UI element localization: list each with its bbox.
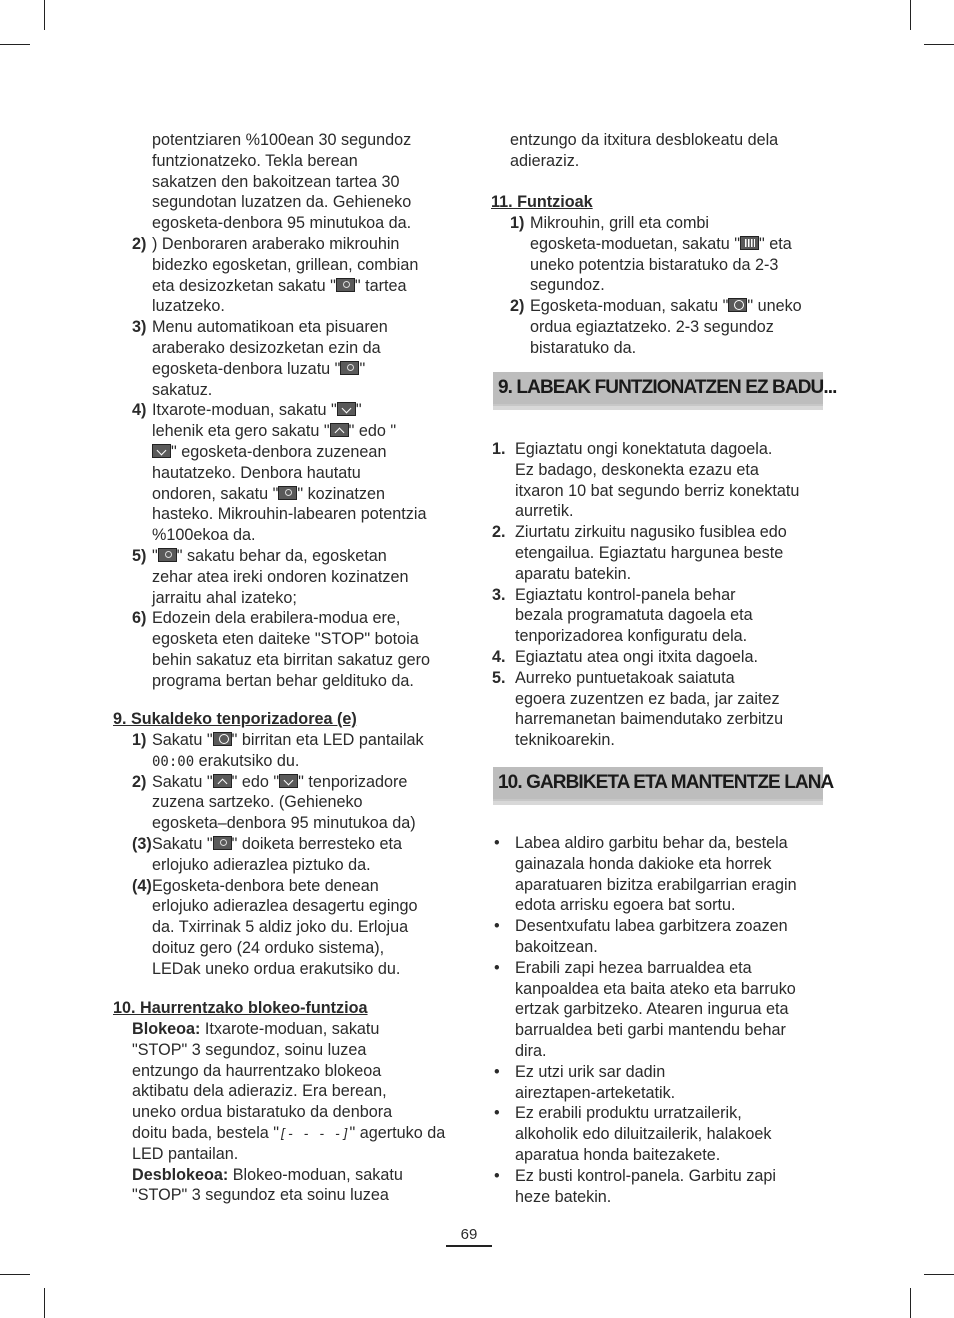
function-step-number: 2) — [510, 297, 525, 316]
step-line: %100ekoa da. — [152, 526, 256, 545]
function-step-number: 1) — [510, 214, 525, 232]
step-number: 3) — [132, 318, 147, 337]
banner-rule — [493, 406, 823, 410]
clock-button-icon — [728, 298, 747, 312]
timer-step-line: erlojuko adierazlea desagertu egingo — [152, 897, 418, 916]
step-line: Itxarote-moduan, sakatu " " — [152, 401, 362, 420]
child-lock-line: Blokeoa: Itxarote-moduan, sakatu — [132, 1020, 380, 1038]
timer-step-line: erlojuko adierazlea piztuko da. — [152, 855, 371, 874]
power-button-icon — [740, 236, 759, 250]
step-number: 4) — [132, 401, 147, 420]
child-lock-line: LED pantailan. — [132, 1144, 239, 1163]
cleaning-line: aireztapen-arteketatik. — [515, 1083, 676, 1102]
bullet-icon: • — [494, 1166, 500, 1185]
trouble-step-line: itxaron 10 bat segundo berriz konektatu — [515, 481, 800, 500]
page-number-rule — [446, 1245, 492, 1247]
step-line: Menu automatikoan eta pisuaren — [152, 318, 388, 337]
child-lock-line: Desblokeoa: Blokeo-moduan, sakatu — [132, 1165, 403, 1184]
timer-step-line: da. Txirrinak 5 aldiz joko du. Erlojua — [152, 918, 409, 937]
step-number: 5) — [132, 547, 147, 565]
step-line: hasteko. Mikrouhin-labearen potentzia — [152, 505, 427, 524]
start-button-icon — [158, 548, 177, 562]
trouble-step-line: Egiaztatu kontrol-panela behar — [515, 585, 736, 604]
banner-rule — [493, 801, 823, 805]
section-title: 9. LABEAK FUNTZIONATZEN EZ BADU... — [498, 377, 837, 398]
start-button-icon — [336, 278, 355, 292]
cleaning-line: Desentxufatu labea garbitzera zoazen — [515, 917, 788, 936]
crop-mark — [924, 44, 954, 45]
section-heading-functions: 11. Funtzioak — [491, 193, 593, 211]
function-step-line: uneko potentzia bistaratuko da 2-3 — [530, 255, 779, 274]
crop-mark — [44, 0, 45, 30]
down-button-icon — [152, 444, 171, 458]
intro-line: sakatzen den bakoitzean tartea 30 — [152, 172, 400, 191]
trouble-step-line: aparatu batekin. — [515, 564, 632, 583]
crop-mark — [0, 1274, 30, 1275]
cleaning-line: aparatuaren bizitza erabilgarrian eragin — [515, 875, 797, 894]
down-button-icon — [337, 402, 356, 416]
up-button-icon — [330, 423, 349, 437]
function-step-line: egosketa-moduetan, sakatu " " eta — [530, 234, 792, 253]
function-step-line: bistaratuko da. — [530, 338, 637, 357]
timer-step-number: (4) — [132, 876, 152, 895]
bold-label: Blokeoa: — [132, 1020, 201, 1038]
step-line: egosketa eten daiteke "STOP" botoia — [152, 630, 419, 649]
cleaning-line: bakoitzean. — [515, 938, 598, 956]
timer-step-line: Sakatu " " birritan eta LED pantailak — [152, 731, 424, 749]
step-line: " egosketa-denbora zuzenean — [152, 442, 386, 463]
trouble-step-number: 4. — [492, 648, 506, 666]
cleaning-line: Ez erabili produktu urratzailerik, — [515, 1104, 742, 1123]
lcd-dashes-text: [- - - -] — [279, 1127, 350, 1142]
child-lock-line: "STOP" 3 segundoz, soinu luzea — [132, 1040, 367, 1059]
bullet-icon: • — [494, 1104, 500, 1123]
function-step-line: segundoz. — [530, 276, 605, 295]
crop-mark — [910, 0, 911, 30]
trouble-step-line: bezala programatuta dagoela eta — [515, 606, 753, 625]
step-line: bidezko egosketan, grillean, combian — [152, 255, 419, 274]
step-line: zehar atea ireki ondoren kozinatzen — [152, 567, 409, 586]
timer-step-number: 1) — [132, 731, 147, 749]
cleaning-line: Ez busti kontrol-panela. Garbitu zapi — [515, 1166, 776, 1185]
trouble-step-number: 5. — [492, 668, 506, 687]
step-line: sakatuz. — [152, 380, 213, 399]
section-heading-timer: 9. Sukaldeko tenporizadorea (e) — [113, 710, 357, 728]
start-button-icon — [278, 486, 297, 500]
step-number: 2) — [132, 235, 147, 253]
trouble-step-line: egoera zuzentzen ez bada, jar zaitez — [515, 689, 780, 708]
timer-step-number: (3) — [132, 835, 152, 853]
trouble-step-line: Ez badago, deskonekta ezazu eta — [515, 460, 759, 479]
section-banner-troubleshooting — [493, 372, 837, 410]
step-line: hautatzeko. Denbora hautatu — [152, 463, 361, 482]
section-banner-cleaning — [493, 767, 834, 805]
cleaning-line: kanpoaldea eta baita ateko eta barruko — [515, 979, 796, 998]
child-lock-line: aktibatu dela adieraziz. Era berean, — [132, 1082, 387, 1101]
timer-step-line: doituz gero (24 orduko sistema), — [152, 939, 385, 957]
trouble-step-number: 3. — [492, 585, 506, 604]
intro-line: egosketa-denbora 95 minutukoa da. — [152, 214, 412, 233]
timer-step-line: Sakatu " " edo " " tenporizadore — [152, 772, 408, 791]
child-lock-line: uneko ordua bistaratuko da denbora — [132, 1103, 393, 1122]
cleaning-line: heze batekin. — [515, 1187, 612, 1206]
timer-step-line: LEDak uneko ordua erakutsiko du. — [152, 959, 401, 978]
trouble-step-line: Egiaztatu atea ongi itxita dagoela. — [515, 648, 758, 666]
step-line: Edozein dela erabilera-modua ere, — [152, 609, 401, 628]
trouble-step-line: teknikoarekin. — [515, 731, 615, 750]
step-line: behin sakatuz eta birritan sakatuz gero — [152, 651, 431, 669]
clock-button-icon — [213, 732, 232, 746]
start-button-icon — [340, 361, 359, 375]
trouble-step-line: aurretik. — [515, 502, 574, 521]
cleaning-line: Ez utzi urik sar dadin — [515, 1062, 666, 1081]
lcd-display-text: 00:00 — [152, 753, 195, 770]
child-lock-line: "STOP" 3 segundoz eta soinu luzea — [132, 1186, 389, 1205]
intro-line: funtzionatzeko. Tekla berean — [152, 151, 358, 170]
bullet-icon: • — [494, 917, 500, 936]
cleaning-line: barrualdea beti garbi mantendu behar — [515, 1021, 786, 1040]
trouble-step-line: harremanetan baimendutako zerbitzu — [515, 710, 784, 729]
trouble-step-line: Ziurtatu zirkuitu nagusiko fusiblea edo — [515, 523, 787, 542]
intro-line: potentziaren %100ean 30 segundoz — [152, 131, 412, 149]
crop-mark — [910, 1288, 911, 1318]
bullet-icon: • — [494, 834, 500, 852]
step-line: araberako desizozketan ezin da — [152, 339, 381, 357]
timer-step-line: zuzena sartzeko. (Gehieneko — [152, 793, 363, 812]
trouble-step-line: Egiaztatu ongi konektatuta dagoela. — [515, 440, 773, 458]
trouble-step-line: Aurreko puntuetakoak saiatuta — [515, 668, 735, 687]
cleaning-line: ertzak garbitzeko. Atearen ingurua eta — [515, 1000, 789, 1019]
timer-step-line: 00:00 erakutsiko du. — [152, 751, 300, 770]
crop-mark — [924, 1274, 954, 1275]
step-line: " " sakatu behar da, egosketan — [152, 547, 387, 565]
cleaning-line: alkoholik edo diluitzailerik, halakoek — [515, 1125, 772, 1144]
bold-label: Desblokeoa: — [132, 1165, 229, 1184]
crop-mark — [0, 44, 30, 45]
trouble-step-line: etengailua. Egiaztatu hargunea beste — [515, 544, 784, 562]
timer-step-line: Egosketa-denbora bete denean — [152, 876, 379, 895]
cleaning-line: edota arrisku egoera bat sortu. — [515, 896, 736, 915]
function-step-line: ordua egiaztatzeko. 2-3 segundoz — [530, 318, 774, 336]
page-number: 69 — [460, 1226, 478, 1243]
trouble-step-line: tenporizadorea konfiguratu dela. — [515, 627, 748, 646]
cleaning-line: gainazala honda dakioke eta horrek — [515, 854, 772, 873]
step-line: programa bertan behar gelditukο da. — [152, 671, 414, 690]
step-number: 6) — [132, 609, 147, 628]
step-line: eta desizozketan sakatu " " tartea — [152, 276, 407, 295]
crop-mark — [44, 1288, 45, 1318]
down-button-icon — [279, 774, 298, 788]
step-line: ) Denboraren araberako mikrouhin — [152, 235, 400, 253]
timer-step-number: 2) — [132, 772, 147, 791]
section-title: 10. GARBIKETA ETA MANTENTZE LANA — [498, 772, 834, 793]
function-step-line: Mikrouhin, grill eta combi — [530, 214, 710, 232]
start-button-icon — [213, 836, 232, 850]
continued-line: adieraziz. — [510, 151, 580, 170]
bullet-icon: • — [494, 958, 500, 977]
bullet-icon: • — [494, 1062, 500, 1081]
step-line: luzatzeko. — [152, 297, 225, 316]
cleaning-line: aparatua honda baitezakete. — [515, 1146, 721, 1164]
timer-step-line: egosketa–denbora 95 minutukoa da) — [152, 814, 416, 833]
cleaning-line: Erabili zapi hezea barrualdea eta — [515, 958, 752, 977]
intro-line: segundotan luzatzen da. Gehieneko — [152, 193, 412, 212]
continued-line: entzungo da itxitura desblokeatu dela — [510, 131, 779, 149]
trouble-step-number: 2. — [492, 523, 506, 542]
step-line: ondoren, sakatu " " kozinatzen — [152, 484, 385, 503]
trouble-step-number: 1. — [492, 440, 506, 458]
up-button-icon — [213, 774, 232, 788]
cleaning-line: dira. — [515, 1042, 547, 1060]
section-heading-child-lock: 10. Haurrentzako blokeo-funtzioa — [113, 999, 368, 1017]
timer-step-line: Sakatu " " doiketa berresteko eta — [152, 835, 403, 853]
step-line: lehenik eta gero sakatu " " edo " — [152, 422, 397, 441]
step-line: egosketa-denbora luzatu " " — [152, 359, 366, 378]
child-lock-line: entzungo da haurrentzako blokeoa — [132, 1061, 382, 1080]
step-line: jarraitu ahal izateko; — [152, 588, 297, 607]
cleaning-line: Labea aldiro garbitu behar da, bestela — [515, 834, 788, 852]
function-step-line: Egosketa-moduan, sakatu " " uneko — [530, 297, 802, 316]
child-lock-line: doitu bada, bestela "[- - - -]" agertuko da — [132, 1124, 446, 1142]
